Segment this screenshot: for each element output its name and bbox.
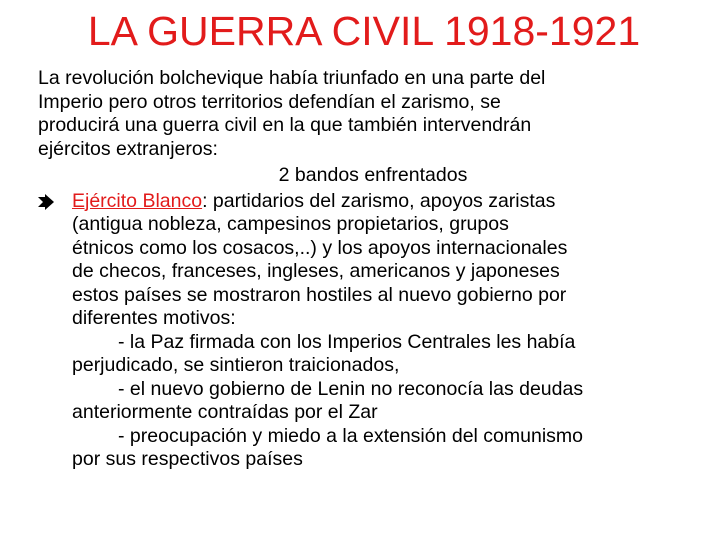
bullet-line: étnicos como los cosacos,..) y los apoyos internacionales [72, 236, 568, 259]
bullet-line: diferentes motivos: [72, 307, 236, 329]
intro-paragraph [38, 67, 708, 161]
bullet-item [38, 190, 708, 472]
ejercito-blanco-link[interactable]: Ejército Blanco [72, 189, 203, 212]
reason-second-line: perjudicado, se sintieron traicionados, [72, 354, 400, 376]
reason-first-line: - la Paz firmada con los Imperios Centrales les había [118, 330, 576, 353]
reason-second-line: por sus respectivos países [72, 448, 303, 470]
bullet-line: estos países se mostraron hostiles al nuevo gobierno por [72, 283, 567, 306]
intro-line: ejércitos extranjeros: [38, 137, 218, 160]
reason-first-line: - preocupación y miedo a la extensión del comunismo [118, 424, 584, 447]
slide-body [38, 67, 708, 472]
bullet-line-rest: : partidarios del zarismo, apoyos zaristas [202, 189, 556, 212]
slide-title: LA GUERRA CIVIL 1918-1921 [87, 8, 641, 54]
reason-first-line: - el nuevo gobierno de Lenin no reconocía las deudas [118, 377, 584, 400]
arrow-bullet-icon [38, 194, 58, 210]
intro-line: producirá una guerra civil en la que también intervendrán [38, 114, 532, 136]
subtitle-line: 2 bandos enfrentados [278, 164, 468, 186]
reason-second-line: anteriormente contraídas por el Zar [72, 401, 378, 423]
bullet-line [72, 190, 708, 214]
intro-line: Imperio pero otros territorios defendían el zarismo, se [38, 90, 501, 113]
intro-line: La revolución bolchevique había triunfado en una parte del [38, 67, 546, 89]
bullet-line: de checos, franceses, ingleses, americanos y japoneses [72, 260, 560, 282]
bullet-line: (antigua nobleza, campesinos propietarios, grupos [72, 213, 509, 235]
